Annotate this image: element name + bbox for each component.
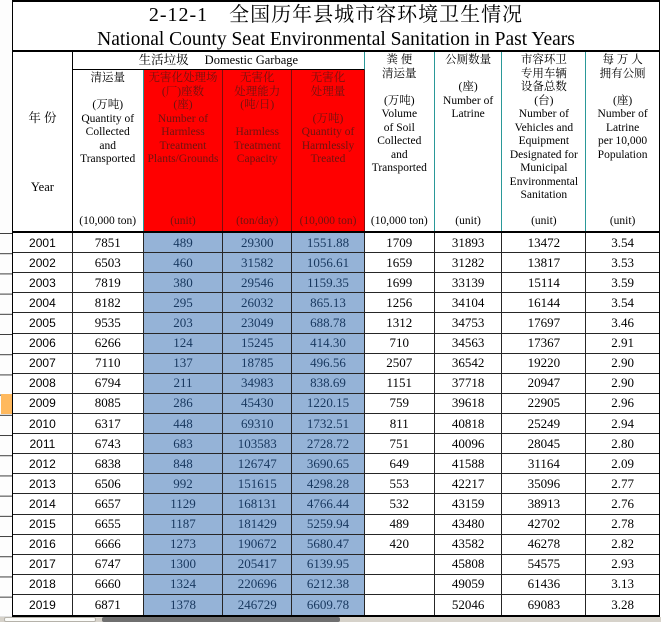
data-cell[interactable]: 1273 — [144, 535, 224, 555]
year-label-zh: 年 份 — [28, 111, 57, 125]
header-line: (万吨) — [312, 112, 344, 125]
data-cell[interactable]: 420 — [365, 535, 435, 555]
data-cell[interactable]: 3690.65 — [292, 454, 365, 474]
header-line: Population — [597, 148, 648, 161]
data-cell[interactable]: 7851 — [73, 233, 144, 253]
data-cell[interactable]: 46278 — [502, 535, 586, 555]
data-cell[interactable]: 7819 — [73, 273, 144, 293]
header-line: Harmless — [161, 126, 205, 138]
data-cell[interactable]: 6503 — [73, 253, 144, 273]
gutter-highlight-marker — [1, 394, 12, 414]
data-cell[interactable]: 2.94 — [586, 414, 659, 434]
data-cell[interactable]: 13817 — [502, 253, 586, 273]
data-cell[interactable]: 28045 — [502, 434, 586, 454]
year-cell[interactable]: 2011 — [13, 434, 73, 454]
table-row — [13, 535, 659, 555]
data-cell[interactable]: 168131 — [223, 494, 292, 514]
header-line: Capacity — [236, 153, 278, 165]
data-cell[interactable]: 688.78 — [292, 313, 365, 333]
data-cell[interactable]: 2.76 — [586, 494, 659, 514]
table-row — [13, 313, 659, 333]
data-cell[interactable]: 205417 — [223, 555, 292, 575]
table-row — [13, 414, 659, 434]
header-line: Volume — [381, 108, 418, 120]
data-cell[interactable]: 2.09 — [586, 454, 659, 474]
header-line: Quantity of — [81, 112, 135, 125]
data-cell[interactable]: 31893 — [435, 233, 503, 253]
header-line: Environmental — [509, 175, 579, 188]
data-cell[interactable]: 6317 — [73, 414, 144, 434]
data-cell[interactable]: 17367 — [502, 334, 586, 354]
table-row — [13, 434, 659, 454]
data-cell[interactable]: 3.54 — [586, 293, 659, 313]
col-header-soil-volume — [365, 52, 435, 231]
data-cell[interactable]: 4766.44 — [292, 494, 365, 514]
data-cell[interactable]: 42702 — [502, 515, 586, 535]
data-cell[interactable]: 151615 — [223, 474, 292, 494]
data-cell[interactable]: 54575 — [502, 555, 586, 575]
data-cell[interactable]: 1256 — [365, 293, 435, 313]
header-line: 粪 便 — [386, 54, 413, 66]
data-cell[interactable]: 42217 — [435, 474, 503, 494]
data-cell[interactable]: 40096 — [435, 434, 503, 454]
header-line: Plants/Grounds — [147, 153, 219, 165]
table-row — [13, 293, 659, 313]
header-line: Vehicles and — [514, 121, 574, 134]
data-cell[interactable]: 1056.61 — [292, 253, 365, 273]
data-cell[interactable]: 2728.72 — [292, 434, 365, 454]
year-cell[interactable]: 2017 — [13, 555, 73, 575]
data-cell[interactable]: 3.28 — [586, 595, 659, 615]
data-cell[interactable]: 489 — [365, 515, 435, 535]
data-cell[interactable]: 295 — [144, 293, 224, 313]
header-line: 市容环卫 — [520, 54, 567, 66]
data-cell[interactable]: 6139.95 — [292, 555, 365, 575]
header-line: 拥有公厕 — [599, 67, 646, 80]
data-cell[interactable]: 25249 — [502, 414, 586, 434]
header-line: Quantity of — [301, 126, 355, 138]
table-row — [13, 474, 659, 494]
data-cell[interactable]: 15245 — [223, 334, 292, 354]
unit-label: (10,000 ton) — [299, 214, 357, 227]
data-cell[interactable]: 6794 — [73, 374, 144, 394]
data-cell[interactable]: 43159 — [435, 494, 503, 514]
data-cell[interactable]: 6266 — [73, 334, 144, 354]
data-cell[interactable]: 1324 — [144, 575, 224, 595]
header-line: Collected — [377, 135, 422, 147]
data-cell[interactable]: 1159.35 — [292, 273, 365, 293]
header-line: (万吨) — [383, 94, 415, 107]
data-cell[interactable]: 2.90 — [586, 354, 659, 374]
data-cell[interactable]: 52046 — [435, 595, 503, 615]
data-cell[interactable]: 31164 — [502, 454, 586, 474]
header-line: 清运量 — [382, 67, 417, 80]
header-line: of Soil — [383, 121, 415, 134]
data-cell[interactable]: 124 — [144, 334, 224, 354]
data-cell[interactable]: 2.91 — [586, 334, 659, 354]
data-cell[interactable]: 16144 — [502, 293, 586, 313]
data-cell[interactable]: 20947 — [502, 374, 586, 394]
year-cell[interactable]: 2014 — [13, 494, 73, 514]
data-cell[interactable]: 6747 — [73, 555, 144, 575]
data-cell[interactable]: 1151 — [365, 374, 435, 394]
table-header — [13, 52, 659, 233]
data-cell[interactable]: 7110 — [73, 354, 144, 374]
data-cell[interactable]: 1709 — [365, 233, 435, 253]
group-label-zh: 生活垃圾 — [138, 52, 189, 67]
unit-label: (unit) — [170, 214, 196, 227]
data-cell[interactable]: 1312 — [365, 313, 435, 333]
title-english: National County Seat Environmental Sanitation in Past Years — [97, 29, 575, 50]
header-line: Number of — [443, 94, 494, 107]
data-cell[interactable]: 23049 — [223, 313, 292, 333]
header-line: 专用车辆 — [520, 67, 567, 80]
table-row — [13, 454, 659, 474]
data-cell[interactable]: 2.82 — [586, 535, 659, 555]
data-cell[interactable]: 103583 — [223, 434, 292, 454]
header-line: Equipment — [518, 135, 570, 147]
data-cell[interactable]: 137 — [144, 354, 224, 374]
data-cell[interactable]: 710 — [365, 334, 435, 354]
data-cell[interactable]: 26032 — [223, 293, 292, 313]
data-cell[interactable]: 5259.94 — [292, 515, 365, 535]
header-line: Number of — [157, 112, 209, 125]
data-cell[interactable]: 9535 — [73, 313, 144, 333]
unit-label: (unit) — [531, 214, 557, 227]
table-row — [13, 515, 659, 535]
data-cell[interactable]: 61436 — [502, 575, 586, 595]
data-cell[interactable]: 1699 — [365, 273, 435, 293]
header-line: 公厕数量 — [445, 54, 492, 66]
data-cell[interactable]: 49059 — [435, 575, 503, 595]
data-cell[interactable]: 6212.38 — [292, 575, 365, 595]
header-line: Transported — [80, 153, 136, 165]
data-cell[interactable]: 5680.47 — [292, 535, 365, 555]
data-cell[interactable]: 6838 — [73, 454, 144, 474]
col-header-harmless-plants — [144, 70, 224, 231]
table-row — [13, 374, 659, 394]
data-cell[interactable]: 1551.88 — [292, 233, 365, 253]
table-row — [13, 354, 659, 374]
data-cell[interactable]: 649 — [365, 454, 435, 474]
data-cell[interactable]: 532 — [365, 494, 435, 514]
col-header-year — [13, 52, 73, 231]
horizontal-scrollbar-thumb[interactable] — [102, 617, 340, 622]
year-cell[interactable]: 2016 — [13, 535, 73, 555]
data-cell[interactable]: 69083 — [502, 595, 586, 615]
data-cell[interactable]: 3.54 — [586, 233, 659, 253]
data-cell[interactable]: 69310 — [223, 414, 292, 434]
data-cell[interactable]: 759 — [365, 394, 435, 414]
data-cell[interactable]: 220696 — [223, 575, 292, 595]
data-cell[interactable]: 1378 — [144, 595, 224, 615]
data-cell[interactable]: 3.53 — [586, 253, 659, 273]
data-cell[interactable]: 751 — [365, 434, 435, 454]
data-cell[interactable]: 2.78 — [586, 515, 659, 535]
table-row — [13, 273, 659, 293]
data-cell[interactable]: 43480 — [435, 515, 503, 535]
data-cell[interactable]: 246729 — [223, 595, 292, 615]
data-cell[interactable]: 6655 — [73, 515, 144, 535]
data-cell[interactable]: 2.93 — [586, 555, 659, 575]
data-cell[interactable] — [365, 555, 435, 575]
data-cell[interactable]: 37718 — [435, 374, 503, 394]
header-line: Treatment — [233, 139, 281, 152]
col-header-latrine-count — [435, 52, 503, 231]
table-row — [13, 253, 659, 273]
table-title-block — [12, 0, 660, 50]
data-cell[interactable]: 22905 — [502, 394, 586, 414]
col-header-vehicles-equipment — [502, 52, 586, 231]
header-line: Number of — [518, 108, 569, 120]
header-line: Municipal — [520, 162, 568, 174]
table-body — [13, 233, 659, 615]
col-header-collected-transported — [73, 70, 144, 231]
header-line: 无害化 — [239, 72, 275, 84]
year-cell[interactable]: 2002 — [13, 253, 73, 273]
data-cell[interactable]: 3.46 — [586, 313, 659, 333]
header-line: Collected — [85, 126, 130, 138]
data-cell[interactable]: 190672 — [223, 535, 292, 555]
header-line: Latrine — [451, 108, 485, 120]
data-cell[interactable]: 848 — [144, 454, 224, 474]
data-cell[interactable]: 1732.51 — [292, 414, 365, 434]
data-cell[interactable]: 29300 — [223, 233, 292, 253]
data-cell[interactable]: 6660 — [73, 575, 144, 595]
header-line: Transported — [371, 162, 427, 174]
data-cell[interactable]: 286 — [144, 394, 224, 414]
title-chinese: 2-12-1 全国历年县城市容环境卫生情况 — [148, 4, 524, 26]
data-cell[interactable]: 43582 — [435, 535, 503, 555]
year-cell[interactable]: 2010 — [13, 414, 73, 434]
data-cell[interactable]: 18785 — [223, 354, 292, 374]
year-cell[interactable]: 2015 — [13, 515, 73, 535]
data-cell[interactable]: 496.56 — [292, 354, 365, 374]
data-cell[interactable]: 448 — [144, 414, 224, 434]
data-cell[interactable]: 811 — [365, 414, 435, 434]
data-cell[interactable]: 38913 — [502, 494, 586, 514]
header-line: 处理量 — [310, 85, 346, 98]
data-cell[interactable]: 39618 — [435, 394, 503, 414]
data-cell[interactable]: 6743 — [73, 434, 144, 454]
year-cell[interactable]: 2013 — [13, 474, 73, 494]
year-cell[interactable]: 2007 — [13, 354, 73, 374]
header-line: (台) — [534, 94, 554, 107]
data-cell[interactable]: 41588 — [435, 454, 503, 474]
data-cell[interactable]: 865.13 — [292, 293, 365, 313]
data-table — [12, 50, 660, 617]
data-cell[interactable]: 3.13 — [586, 575, 659, 595]
table-row — [13, 494, 659, 514]
gutter-row-gridlines — [0, 233, 12, 617]
year-cell[interactable]: 2005 — [13, 313, 73, 333]
data-cell[interactable]: 8182 — [73, 293, 144, 313]
header-line: and — [390, 148, 408, 161]
data-cell[interactable]: 683 — [144, 434, 224, 454]
data-cell[interactable]: 2.96 — [586, 394, 659, 414]
data-cell[interactable]: 19220 — [502, 354, 586, 374]
unit-label: (unit) — [609, 214, 636, 227]
data-cell[interactable] — [365, 595, 435, 615]
year-cell[interactable]: 2001 — [13, 233, 73, 253]
data-cell[interactable]: 31282 — [435, 253, 503, 273]
data-cell[interactable]: 34104 — [435, 293, 503, 313]
header-line: 设备总数 — [520, 81, 567, 93]
year-cell[interactable]: 2004 — [13, 293, 73, 313]
header-line: (座) — [458, 81, 478, 93]
unit-label: (ton/day) — [236, 214, 279, 227]
data-cell[interactable]: 4298.28 — [292, 474, 365, 494]
header-line: 无害化处理场 — [148, 72, 218, 84]
data-cell[interactable]: 1300 — [144, 555, 224, 575]
col-header-harmless-capacity — [223, 70, 292, 231]
header-line: (厂)座数 — [161, 85, 205, 98]
data-cell[interactable] — [365, 575, 435, 595]
data-cell[interactable]: 3.59 — [586, 273, 659, 293]
unit-label: (10,000 ton) — [370, 214, 428, 227]
data-cell[interactable]: 6666 — [73, 535, 144, 555]
header-line: Designated for — [509, 148, 578, 161]
data-cell[interactable]: 45430 — [223, 394, 292, 414]
data-cell[interactable]: 211 — [144, 374, 224, 394]
header-line: (吨/日) — [240, 99, 275, 111]
header-line: (万吨) — [92, 99, 124, 111]
header-line: 无害化 — [310, 72, 346, 84]
data-cell[interactable]: 2.77 — [586, 474, 659, 494]
table-row — [13, 575, 659, 595]
data-cell[interactable]: 33139 — [435, 273, 503, 293]
year-cell[interactable]: 2018 — [13, 575, 73, 595]
sheet-tab-stub[interactable] — [4, 617, 96, 622]
data-cell[interactable]: 460 — [144, 253, 224, 273]
data-cell[interactable]: 181429 — [223, 515, 292, 535]
data-cell[interactable]: 34983 — [223, 374, 292, 394]
data-cell[interactable]: 8085 — [73, 394, 144, 414]
data-cell[interactable]: 992 — [144, 474, 224, 494]
header-line: 清运量 — [90, 72, 125, 84]
group-label-en: Domestic Garbage — [204, 52, 299, 67]
header-line: Harmlessly — [301, 139, 355, 152]
data-cell[interactable]: 2.80 — [586, 434, 659, 454]
data-cell[interactable]: 203 — [144, 313, 224, 333]
col-header-latrine-per-10k — [586, 52, 659, 231]
data-cell[interactable]: 31582 — [223, 253, 292, 273]
data-cell[interactable]: 489 — [144, 233, 224, 253]
table-row — [13, 394, 659, 414]
table-row — [13, 595, 659, 615]
data-cell[interactable]: 6506 — [73, 474, 144, 494]
header-line: (座) — [613, 94, 633, 107]
data-cell[interactable]: 15114 — [502, 273, 586, 293]
data-cell[interactable]: 380 — [144, 273, 224, 293]
year-cell[interactable]: 2008 — [13, 374, 73, 394]
data-cell[interactable]: 1659 — [365, 253, 435, 273]
data-cell[interactable]: 1129 — [144, 494, 224, 514]
unit-label: (unit) — [455, 214, 481, 227]
data-cell[interactable]: 838.69 — [292, 374, 365, 394]
unit-label: (10,000 ton) — [79, 214, 137, 227]
header-line: Treatment — [159, 139, 207, 152]
data-cell[interactable]: 2.90 — [586, 374, 659, 394]
data-cell[interactable]: 35096 — [502, 474, 586, 494]
data-cell[interactable]: 2507 — [365, 354, 435, 374]
header-line: 每 万 人 — [602, 54, 643, 66]
year-cell[interactable]: 2009 — [13, 394, 73, 414]
header-line: Treated — [310, 153, 346, 165]
data-cell[interactable]: 6871 — [73, 595, 144, 615]
data-cell[interactable]: 36542 — [435, 354, 503, 374]
col-group-domestic-garbage — [73, 52, 365, 70]
year-cell[interactable]: 2019 — [13, 595, 73, 615]
data-cell[interactable]: 34563 — [435, 334, 503, 354]
data-cell[interactable]: 6609.78 — [292, 595, 365, 615]
header-line: Latrine — [606, 121, 640, 134]
data-cell[interactable]: 29546 — [223, 273, 292, 293]
year-cell[interactable]: 2003 — [13, 273, 73, 293]
data-cell[interactable]: 34753 — [435, 313, 503, 333]
table-row — [13, 233, 659, 253]
data-cell[interactable]: 126747 — [223, 454, 292, 474]
data-cell[interactable]: 1220.15 — [292, 394, 365, 414]
data-cell[interactable]: 414.30 — [292, 334, 365, 354]
data-cell[interactable]: 553 — [365, 474, 435, 494]
year-cell[interactable]: 2006 — [13, 334, 73, 354]
header-line: (座) — [173, 99, 193, 111]
header-line: Sanitation — [520, 189, 568, 201]
header-line: Harmless — [235, 126, 279, 138]
data-cell[interactable]: 45808 — [435, 555, 503, 575]
year-label-en: Year — [30, 179, 54, 194]
header-line: 处理能力 — [234, 85, 281, 98]
data-cell[interactable]: 40818 — [435, 414, 503, 434]
data-cell[interactable]: 17697 — [502, 313, 586, 333]
year-cell[interactable]: 2012 — [13, 454, 73, 474]
data-cell[interactable]: 6657 — [73, 494, 144, 514]
header-line: per 10,000 — [598, 135, 648, 147]
data-cell[interactable]: 13472 — [502, 233, 586, 253]
header-line: Number of — [597, 108, 648, 120]
table-row — [13, 334, 659, 354]
col-header-harmless-treated — [292, 70, 365, 231]
data-cell[interactable]: 1187 — [144, 515, 224, 535]
table-row — [13, 555, 659, 575]
header-line: and — [99, 139, 116, 152]
